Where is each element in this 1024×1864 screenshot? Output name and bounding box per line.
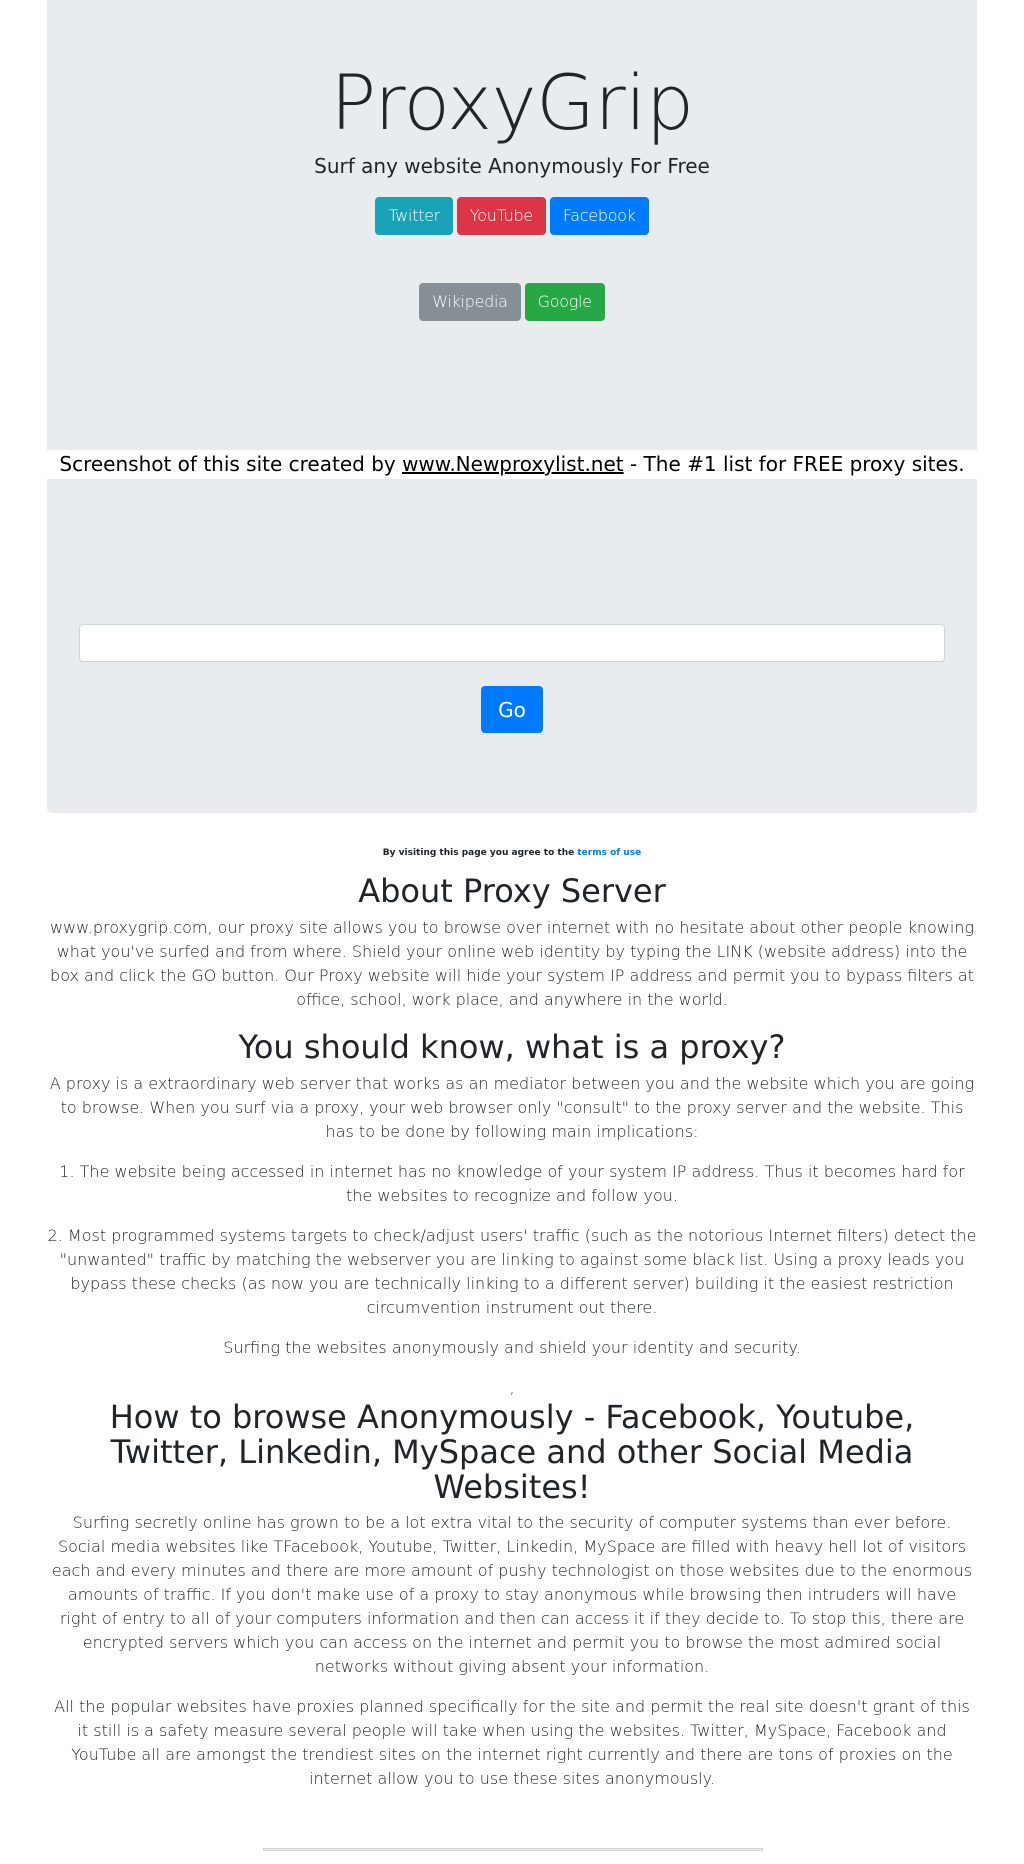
banner-suffix: - The #1 list for FREE proxy sites. (623, 452, 965, 476)
banner-prefix: Screenshot of this site created by (59, 452, 403, 476)
stray-comma: , (509, 1378, 515, 1397)
google-button[interactable]: Google (525, 283, 605, 321)
about-heading: About Proxy Server (358, 872, 666, 910)
terms-of-use-link[interactable]: terms of use (577, 848, 642, 858)
wikipedia-button[interactable]: Wikipedia (419, 283, 520, 321)
terms-text: By visiting this page you agree to the (382, 848, 578, 858)
what-is-proxy-intro: A proxy is a extraordinary web server that works as an mediator between you and the website which you are going to browse. When you surf via a proxy, your web browser only "consult" to the proxy server and the website. This has to be done by following main implications: (49, 1074, 975, 1141)
how-to-browse-heading: How to browse Anonymously - Facebook, Youtube, Twitter, Linkedin, MySpace and other Social Media Websites! (109, 1398, 915, 1506)
url-input[interactable] (79, 624, 945, 662)
how-to-paragraph-1: Surfing secretly online has grown to be a lot extra vital to the security of computer systems than ever before. Social media websites like TFacebook, Youtube, Twitter, Linkedin, MySpace are filled with heavy hell lot of visitors each and every minutes and there are more amount of pushy technologist on those websites due to the enormous amounts of traffic. If you don't make use of a proxy to stay anonymous while browsing then intruders will have right of entry to all of your computers information and then can access it if they decide to. To stop this, there are encrypted servers which you can access on the internet and permit you to browse the most admired social networks without giving absent your information. (51, 1513, 973, 1676)
implication-2: 2. Most programmed systems targets to check/adjust users' traffic (such as the notorious Internet filters) detect the "unwanted" traffic by matching the webserver you are linking to against some black list. Using a proxy leads you bypass these checks (as now you are technically linking to a different server) building it the easiest restriction circumvention instrument out there. (47, 1226, 977, 1317)
what-is-proxy-closing: Surfing the websites anonymously and shield your identity and security. (223, 1338, 801, 1357)
what-is-proxy-heading: You should know, what is a proxy? (238, 1028, 786, 1066)
facebook-button[interactable]: Facebook (550, 197, 649, 235)
twitter-button[interactable]: Twitter (375, 197, 453, 235)
quick-links-row-1 (47, 197, 977, 235)
how-to-paragraph-2: All the popular websites have proxies planned specifically for the site and permit the real site doesn't grant of this it still is a safety measure several people will take when using the websites. Twitter, MySpace, Facebook and YouTube all are amongst the trendiest sites on the internet right currently and there are tons of proxies on the internet allow you to use these sites anonymously. (54, 1697, 970, 1788)
main-content (47, 872, 977, 1807)
site-title: ProxyGrip (330, 58, 694, 147)
youtube-button[interactable]: YouTube (457, 197, 546, 235)
about-paragraph: www.proxygrip.com, our proxy site allows you to browse over internet with no hesitate about other people knowing what you've surfed and from where. Shield your online web identity by typing the LINK (website address) into the box and click the GO button. Our Proxy website will hide your system IP address and permit you to bypass filters at office, school, work place, and anywhere in the world. (49, 918, 975, 1009)
hero-jumbotron (47, 0, 977, 813)
footer-divider (263, 1848, 763, 1851)
terms-notice (0, 846, 1024, 860)
quick-links-row-2 (47, 283, 977, 321)
site-subtitle: Surf any website Anonymously For Free (314, 154, 710, 178)
newproxylist-link[interactable]: www.Newproxylist.net (402, 452, 624, 476)
screenshot-banner (25, 450, 999, 479)
implication-1: 1. The website being accessed in internet has no knowledge of your system IP address. Thus it becomes hard for the websites to recognize and follow you. (59, 1162, 965, 1205)
go-button[interactable]: Go (481, 686, 543, 733)
